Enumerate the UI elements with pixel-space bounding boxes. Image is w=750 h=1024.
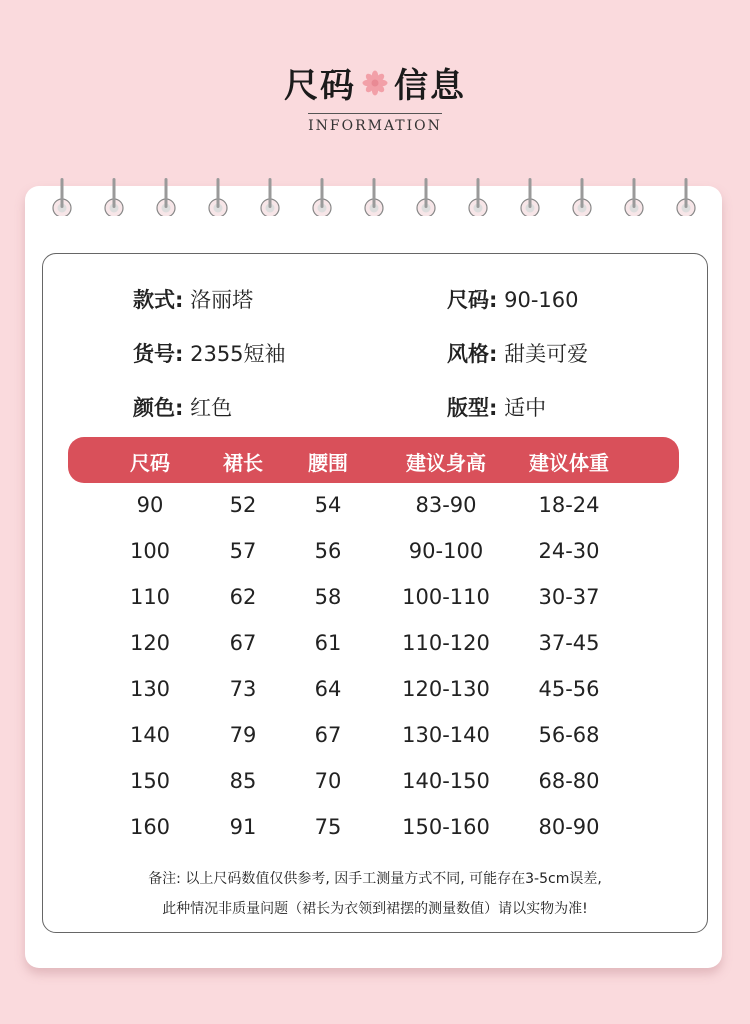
table-cell: 18-24	[538, 493, 600, 517]
table-cell: 58	[314, 585, 342, 609]
table-cell: 91	[229, 815, 257, 839]
info-color: 颜色: 红色	[133, 396, 233, 420]
table-header-cell: 尺码	[130, 451, 170, 475]
binder-ring-icon	[209, 178, 227, 216]
info-fit: 版型: 适中	[447, 396, 547, 420]
binder-ring-icon	[53, 178, 71, 216]
table-cell: 62	[229, 585, 257, 609]
subtitle: INFORMATION	[308, 113, 442, 134]
table-cell: 45-56	[538, 677, 600, 701]
info-item-number: 货号: 2355短袖	[133, 342, 286, 366]
binder-ring-icon	[365, 178, 383, 216]
table-cell: 130-140	[402, 723, 490, 747]
binder-ring-icon	[573, 178, 591, 216]
table-cell: 73	[229, 677, 257, 701]
table-cell: 68-80	[538, 769, 600, 793]
table-cell: 120	[129, 631, 171, 655]
table-header-cell: 建议身高	[406, 451, 486, 475]
table-cell: 61	[314, 631, 342, 655]
table-cell: 80-90	[538, 815, 600, 839]
info-style: 款式: 洛丽塔	[133, 288, 254, 312]
flower-icon	[362, 70, 388, 96]
table-cell: 56	[314, 539, 342, 563]
table-cell: 150	[129, 769, 171, 793]
table-cell: 52	[229, 493, 257, 517]
table-cell: 67	[314, 723, 342, 747]
info-size: 尺码: 90-160	[447, 288, 579, 312]
info-genre: 风格: 甜美可爱	[447, 342, 589, 366]
note-line-2: 此种情况非质量问题（裙长为衣领到裙摆的测量数值）请以实物为准!	[162, 901, 588, 917]
table-cell: 120-130	[402, 677, 490, 701]
table-header-cell: 建议体重	[529, 451, 609, 475]
table-cell: 54	[314, 493, 342, 517]
table-cell: 110-120	[402, 631, 490, 655]
table-cell: 37-45	[538, 631, 600, 655]
table-cell: 75	[314, 815, 342, 839]
table-cell: 130	[129, 677, 171, 701]
table-cell: 100	[129, 539, 171, 563]
binder-ring-icon	[261, 178, 279, 216]
binder-ring-icon	[157, 178, 175, 216]
table-cell: 85	[229, 769, 257, 793]
table-cell: 57	[229, 539, 257, 563]
title-right: 信息	[394, 66, 466, 106]
table-cell: 140	[129, 723, 171, 747]
binder-ring-icon	[521, 178, 539, 216]
table-cell: 24-30	[538, 539, 600, 563]
title-left: 尺码	[284, 66, 356, 106]
table-cell: 150-160	[402, 815, 490, 839]
table-cell: 160	[129, 815, 171, 839]
table-cell: 100-110	[402, 585, 490, 609]
table-cell: 90	[136, 493, 164, 517]
table-cell: 64	[314, 677, 342, 701]
binder-ring-icon	[313, 178, 331, 216]
table-cell: 56-68	[538, 723, 600, 747]
table-header-cell: 裙长	[223, 451, 263, 475]
binder-rings	[0, 176, 750, 216]
binder-ring-icon	[625, 178, 643, 216]
table-cell: 70	[314, 769, 342, 793]
table-cell: 140-150	[402, 769, 490, 793]
binder-ring-icon	[105, 178, 123, 216]
note-line-1: 备注: 以上尺码数值仅供参考, 因手工测量方式不同, 可能存在3-5cm误差,	[148, 871, 602, 887]
binder-ring-icon	[417, 178, 435, 216]
table-cell: 90-100	[408, 539, 484, 563]
table-header-cell: 腰围	[308, 451, 348, 475]
table-cell: 67	[229, 631, 257, 655]
binder-ring-icon	[469, 178, 487, 216]
page-header	[0, 58, 750, 134]
title-row	[0, 58, 750, 107]
table-cell: 110	[129, 585, 171, 609]
table-cell: 79	[229, 723, 257, 747]
table-cell: 30-37	[538, 585, 600, 609]
binder-ring-icon	[677, 178, 695, 216]
table-cell: 83-90	[415, 493, 477, 517]
